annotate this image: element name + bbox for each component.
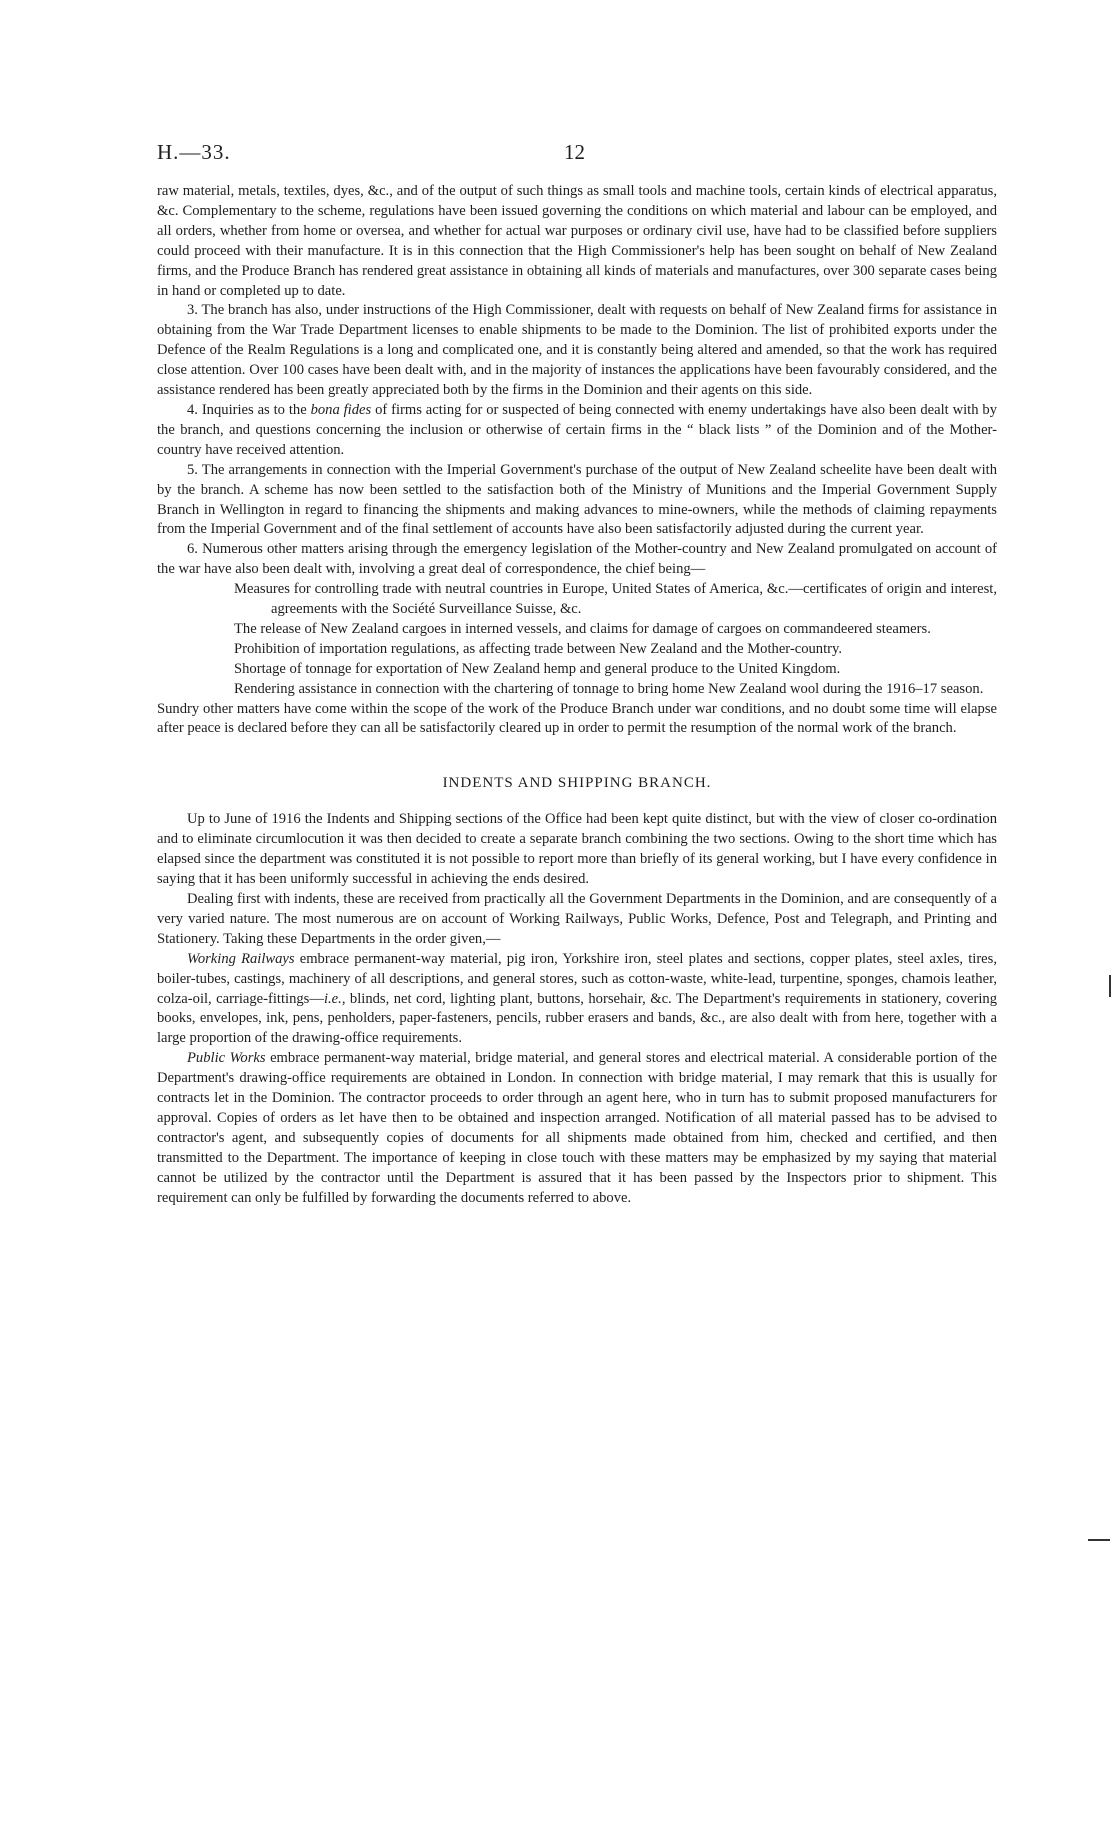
paragraph-4-start: 4. Inquiries as to the [187,401,311,418]
page-number: 12 [564,140,585,164]
section-heading: INDENTS AND SHIPPING BRANCH. [442,775,712,792]
paragraph-3: 3. The branch has also, under instructions of the High Commissioner, dealt with requests on behalf of New Zealand firms for assistance in obtaining from the War Trade Department licenses to enable shipments to be made to the Dominion. The list of prohibited exports under the Defence of the Realm Regulations is a long and complicated one, and it is constantly being altered and amended, so that the work has required close attention. Over 100 cases have been dealt with, and in the majority of instances the applications have been favourably considered, and the assistance rendered has been greatly appreciated both by the firms in the Dominion and their agents on this side. [157,302,997,399]
paragraph-continued: raw material, metals, textiles, dyes, &c., and of the output of such things as small tools and machine tools, certain kinds of electrical apparatus, &c. Complementary to the scheme, regulations have been issued governing the conditions on which material and labour can be employed, and all orders, whether from home or oversea, and whether for actual war purposes or ordinary civil use, have had to be classified before suppliers could proceed with their manufacture. It is in this connection that the High Commissioner's help has been sought on behalf of New Zealand firms, and the Produce Branch has rendered great assistance in obtaining all kinds of materials and manufactures, over 300 separate cases being in hand or completed up to date. [157,183,997,299]
paragraph: Dealing first with indents, these are received from practically all the Government Departments in the Dominion, and are consequently of a very varied nature. The most numerous are on account of Working Railways, Public Works, Defence, Post and Telegraph, and Printing and Stationery. Taking these Departments in the order given,— [157,891,997,947]
list-item: Shortage of tonnage for exportation of New Zealand hemp and general produce to the United Kingdom. [234,660,841,677]
closing-paragraph: Sundry other matters have come within the scope of the work of the Produce Branch under war conditions, and no doubt some time will elapse after peace is declared before they can all be satisfactorily cleared up in order to permit the resumption of the normal work of the branch. [157,700,997,737]
paragraph-text: , blinds, net cord, lighting plant, buttons, horsehair, &c. The Department's requirements in stationery, covering books, envelopes, ink, pens, penholders, paper-fasteners, pencils, rubber erasers and bands, &c., are also dealt with from here, together with a large proportion of the drawing-office requirements. [157,990,997,1047]
public-works-italic: Public Works [187,1050,266,1067]
list-item: The release of New Zealand cargoes in interned vessels, and claims for damage of cargoes on commandeered steamers. [234,620,931,637]
list-item: Prohibition of importation regulations, as affecting trade between New Zealand and the Mother-country. [234,640,842,657]
paragraph-5: 5. The arrangements in connection with the Imperial Government's purchase of the output of New Zealand scheelite have been dealt with by the branch. A scheme has now been settled to the satisfaction both of the Ministry of Munitions and the Imperial Government Supply Branch in Wellington in regard to financing the shipments and making advances to mine-owners, while the methods of claiming repayments from the Imperial Government and of the final settlement of accounts have also been satisfactorily adjusted during the current year. [157,461,997,538]
paragraph-4 [157,401,997,461]
working-railways-paragraph [157,950,997,1050]
margin-mark [1088,1539,1110,1541]
paragraph-6: 6. Numerous other matters arising through the emergency legislation of the Mother-country and New Zealand promulgated on account of the war have also been dealt with, involving a great deal of correspondence, the chief being— [157,541,997,578]
paper-reference: H.—33. [157,140,231,164]
working-railways-italic: Working Railways [187,950,295,967]
paragraph-text: embrace permanent-way material, bridge material, and general stores and electrical material. A considerable portion of the Department's drawing-office requirements are obtained in London. In connection with bridge material, I may remark that this is usually for contracts let in the Dominion. The contractor proceeds to order through an agent here, who in turn has to submit proposed manufacturers for approval. Copies of orders as let have then to be obtained and inspection arranged. Notification of all material passed has to be advised to contractor's agent, and subsequently copies of documents for all shipments made obtained from him, checked and certified, and then transmitted to the Department. The importance of keeping in close touch with these matters may be emphasized by my saying that material cannot be utilized by the contractor until the Department is assured that it has been passed by the Inspectors prior to shipment. This requirement can only be fulfilled by forwarding the documents referred to above. [157,1050,997,1206]
list-item: Rendering assistance in connection with the chartering of tonnage to bring home New Zealand wool during the 1916–17 season. [234,680,984,697]
document-page [157,140,997,1209]
page-header [157,140,997,182]
ie-italic: i.e. [323,990,342,1007]
paragraph-4-rest: of firms acting for or suspected of being connected with enemy undertakings have also been dealt with by the branch, and questions concerning the inclusion or otherwise of certain firms in the “ black lists ” of the Dominion and of the Mother-country have received attention. [157,401,998,458]
produce-branch-section [157,182,997,739]
paragraph-text: embrace permanent-way material, pig iron, Yorkshire iron, steel plates and sections, copper plates, steel axles, tires, boiler-tubes, castings, machinery of all descriptions, and general stores, such as cotton-waste, white-lead, turpentine, sponges, chamois leather, colza-oil, carriage-fittings— [157,950,997,1007]
margin-mark [1109,975,1111,997]
paragraph: Up to June of 1916 the Indents and Shipping sections of the Office had been kept quite distinct, but with the view of closer co-ordination and to eliminate circumlocution it was then decided to create a separate branch combining the two sections. Owing to the short time which has elapsed since the department was constituted it is not possible to report more than briefly of its general working, but I have every confidence in saying that it has been uniformly successful in achieving the ends desired. [157,811,997,888]
chief-matters-list [234,580,997,699]
public-works-paragraph [157,1049,997,1208]
list-item: Measures for controlling trade with neutral countries in Europe, United States of America, &c.—certificates of origin and interest, agreements with the Société Surveillance Suisse, &c. [234,581,997,618]
indents-shipping-section [157,810,997,1208]
bona-fides-italic: bona fides [310,401,372,418]
